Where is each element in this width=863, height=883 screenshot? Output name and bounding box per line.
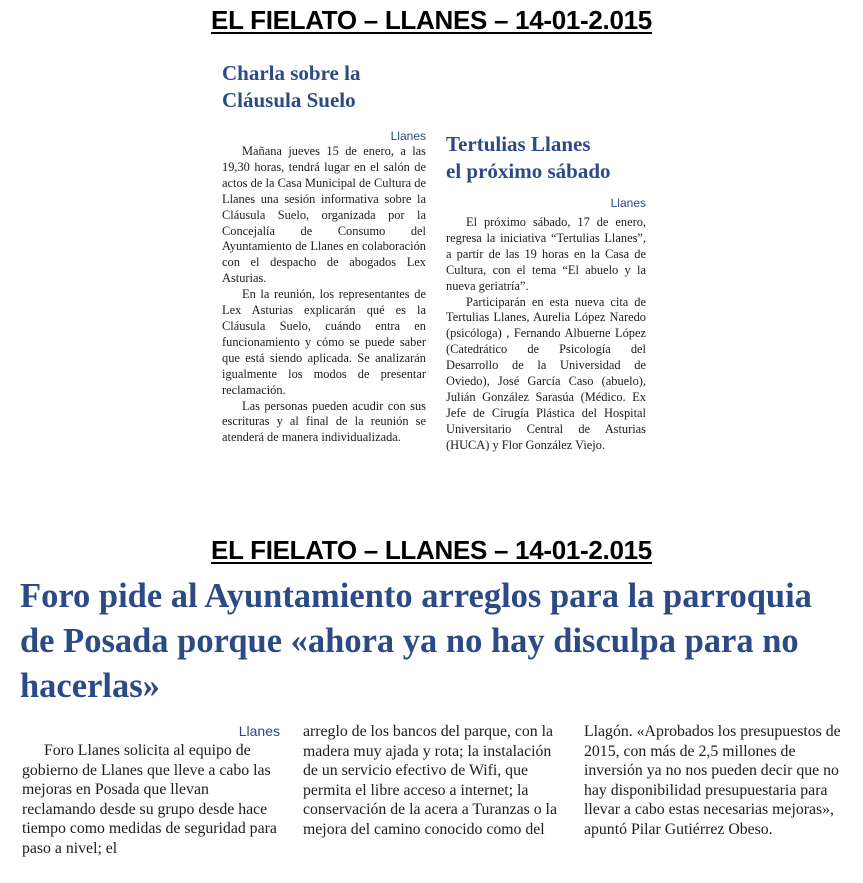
article-body — [222, 144, 426, 446]
article-body — [446, 215, 646, 454]
paragraph: Llagón. «Aprobados los presupuestos de 2015, con más de 2,5 millones de inversión ya no nos pueden decir que no hay disponibilidad presupuestaria para llevar a cabo estas necesarias mejoras», apuntó Pilar Gutiérrez Obeso. — [584, 723, 841, 838]
paragraph: arreglo de los bancos del parque, con la madera muy ajada y rota; la instalación de un servicio efectivo de Wifi, que permita el libre acceso a internet; la conservación de la acera a Turanzas o la mejora del camino conocido como del — [303, 723, 557, 838]
article-foro-headline: Foro pide al Ayuntamiento arreglos para la parroquia de Posada porque «ahora ya no hay disculpa para no hacerlas» — [20, 577, 812, 705]
article-charla-headline — [222, 60, 426, 114]
article-tertulias — [446, 131, 646, 454]
article-location: Llanes — [390, 129, 426, 143]
page-header-mid: EL FIELATO – LLANES – 14-01-2.015 — [211, 535, 652, 565]
headline-line-2: el próximo sábado — [446, 159, 611, 183]
article-location: Llanes — [610, 196, 646, 210]
article-location: Llanes — [238, 723, 280, 739]
page-header-top: EL FIELATO – LLANES – 14-01-2.015 — [211, 5, 652, 35]
article-foro-col-3 — [584, 722, 846, 840]
article-tertulias-headline — [446, 131, 646, 185]
article-foro-col-2 — [303, 722, 558, 840]
paragraph: El próximo sábado, 17 de enero, regresa la iniciativa “Tertulias Llanes”, a partir de las 19 horas en la Casa de Cultura, con el tema “El abuelo y la nueva geriatría”. — [446, 215, 646, 293]
headline-line-1: Tertulias Llanes — [446, 132, 591, 156]
paragraph: Participarán en esta nueva cita de Tertulias Llanes, Aurelia López Naredo (psicóloga) , Fernando Albuerne López (Catedrático de Psicología del Desarrollo de la Universidad de Oviedo), José García Caso (abuelo), Julián González Sarasúa (Médico. Ex Jefe de Cirugía Plástica del Hospital Universitario Central de Asturias (HUCA) y Flor González Viejo. — [446, 294, 646, 452]
article-foro-col-1 — [22, 722, 280, 859]
headline-line-1: Charla sobre la — [222, 61, 361, 85]
paragraph: Mañana jueves 15 de enero, a las 19,30 horas, tendrá lugar en el salón de actos de la Casa Municipal de Cultura de Llanes una sesión informativa sobre la Cláusula Suelo, organizada por la Concejalía de Consumo del Ayuntamiento de Llanes en colaboración con el despacho de abogados Lex Asturias. — [222, 144, 426, 286]
paragraph: En la reunión, los representantes de Lex Asturias explicarán qué es la Cláusula Suelo, cuándo entra en funcionamiento y cómo se puede saber que está siendo aplicada. Se analizarán igualmente los modos de presentar reclamación. — [222, 287, 426, 397]
headline-line-2: Cláusula Suelo — [222, 88, 356, 112]
paragraph: Las personas pueden acudir con sus escrituras y al final de la reunión se atenderá de manera individualizada. — [222, 398, 426, 445]
paragraph: Foro Llanes solicita al equipo de gobierno de Llanes que lleve a cabo las mejoras en Posada que llevan reclamando desde su grupo desde hace tiempo como medidas de seguridad para paso a nivel; el — [22, 742, 277, 857]
article-charla — [222, 60, 426, 446]
